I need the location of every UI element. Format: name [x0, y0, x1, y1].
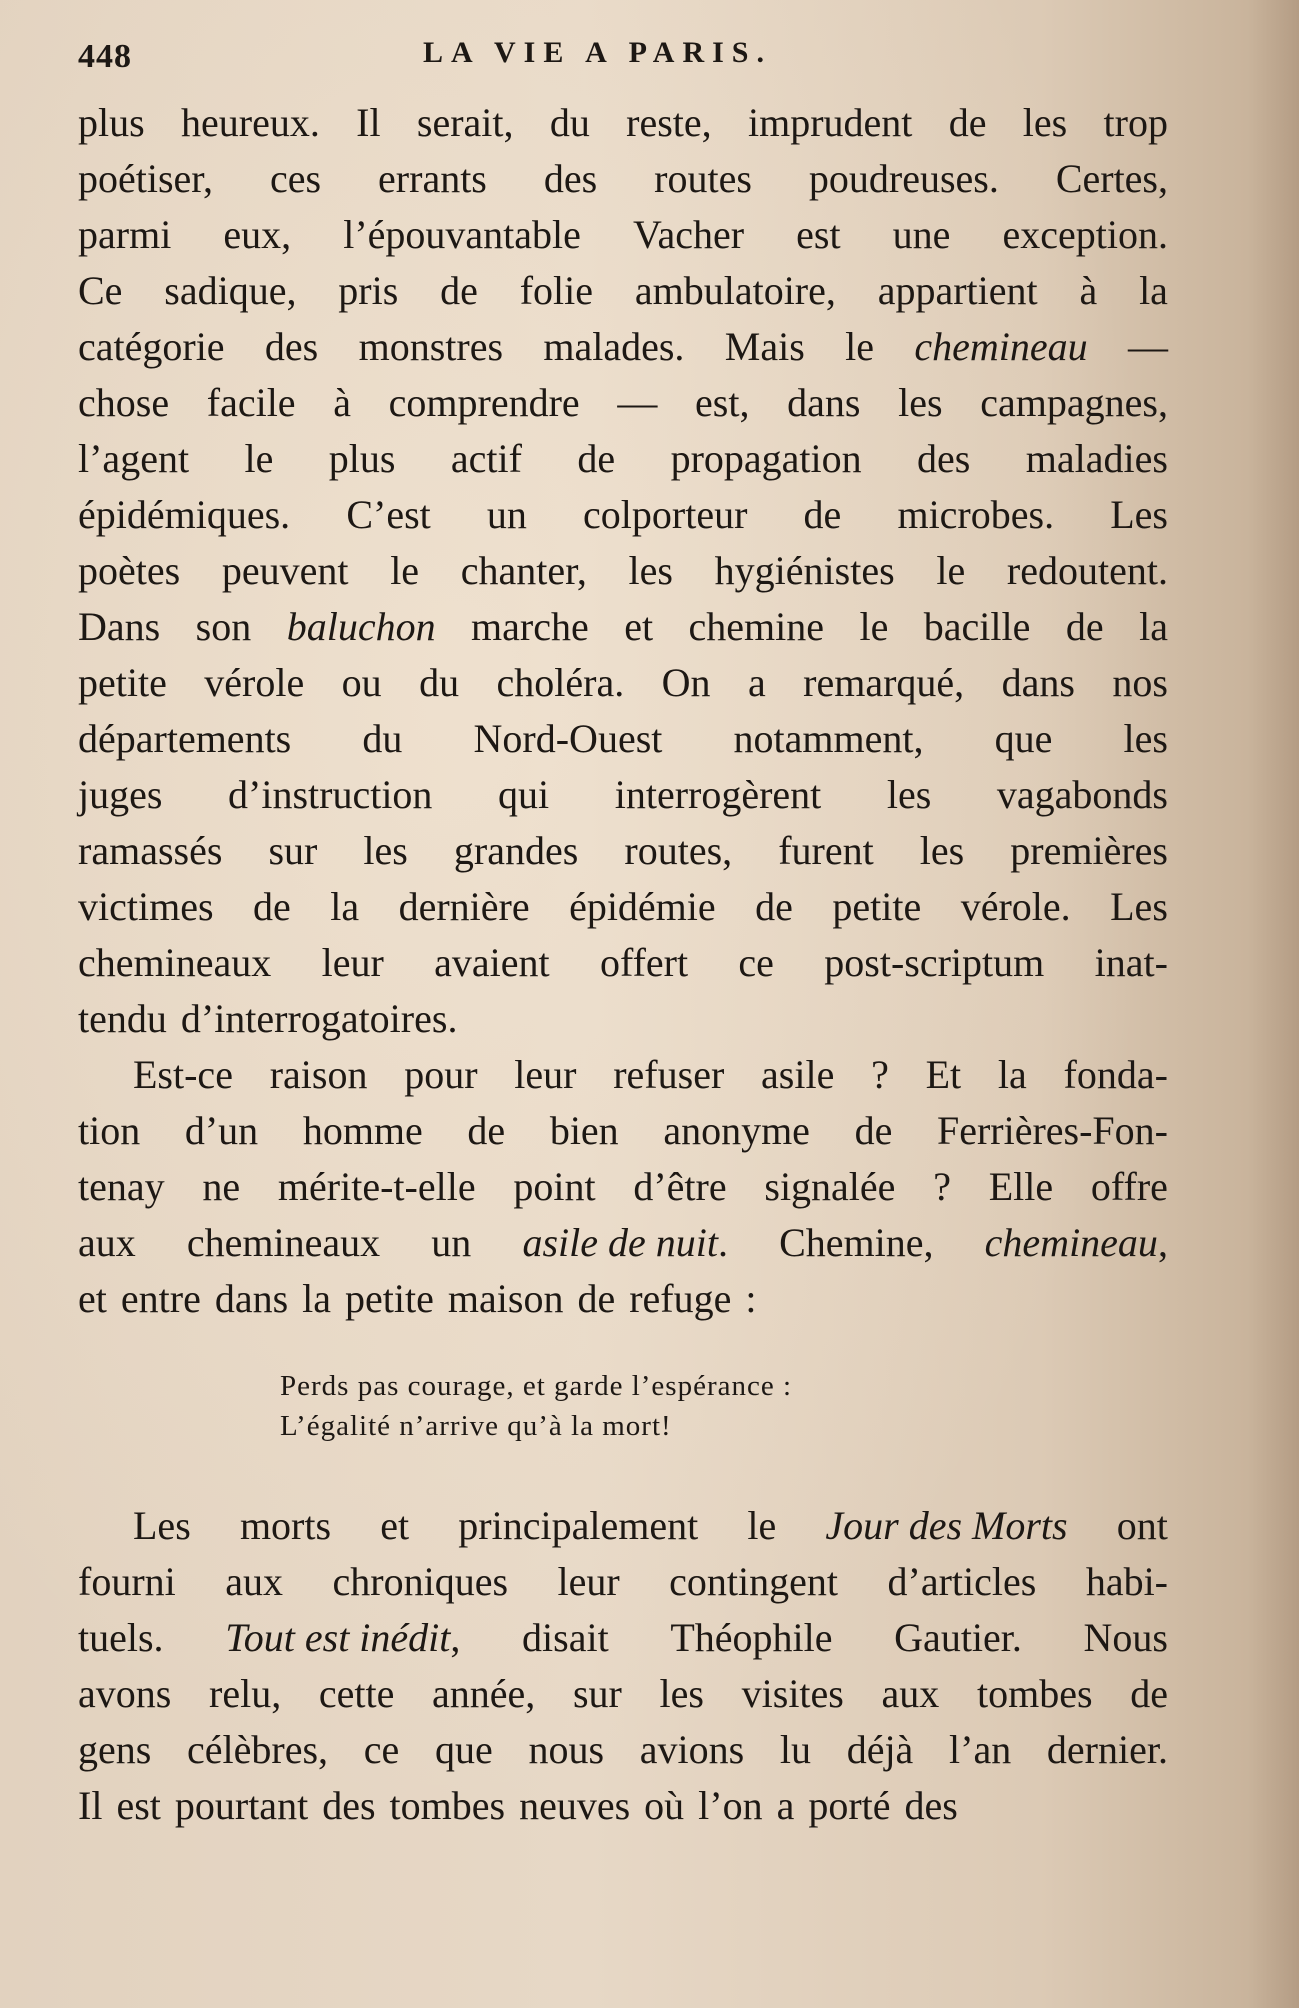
word: tion — [78, 1108, 141, 1153]
word: Jour des Morts — [825, 1503, 1068, 1548]
word: tendu — [78, 996, 167, 1041]
word: l’an — [949, 1727, 1012, 1772]
word: avons — [78, 1671, 172, 1716]
text-line — [78, 1159, 1168, 1215]
word: Nous — [1083, 1615, 1168, 1660]
word: du — [549, 100, 590, 145]
word: interrogèrent — [614, 772, 822, 817]
word: Nord-Ouest — [473, 716, 663, 761]
word: Les — [1110, 884, 1168, 929]
word: raison — [269, 1052, 368, 1097]
word: a — [747, 660, 766, 705]
word: à — [333, 380, 351, 425]
word: vérole. — [960, 884, 1071, 929]
word: les — [886, 772, 932, 817]
text-line — [78, 1215, 1168, 1271]
word: homme — [302, 1108, 423, 1153]
word: à — [1079, 268, 1098, 313]
word: des — [264, 324, 319, 369]
word: dernier. — [1046, 1727, 1168, 1772]
text-line — [78, 711, 1168, 767]
word: les — [1123, 716, 1168, 761]
word: pris — [338, 268, 399, 313]
word: chroniques — [332, 1559, 509, 1604]
text-line — [78, 543, 1168, 599]
word: principalement — [458, 1503, 699, 1548]
word: leur — [321, 940, 384, 985]
word: chanter, — [460, 548, 587, 593]
word: petite — [345, 1276, 434, 1321]
text-line — [78, 1610, 1168, 1666]
word: — — [1127, 324, 1168, 369]
word: de — [1065, 604, 1104, 649]
word: campagnes, — [980, 380, 1168, 425]
word: juges — [78, 772, 163, 817]
word: de — [854, 1108, 893, 1153]
text-line — [78, 823, 1168, 879]
word: ambulatoire, — [634, 268, 836, 313]
text-line — [78, 599, 1168, 655]
word: et — [78, 1276, 107, 1321]
word: nos — [1112, 660, 1168, 705]
word: Elle — [988, 1164, 1054, 1209]
word: d’instruction — [228, 772, 433, 817]
word: ou — [341, 660, 382, 705]
word: tombes — [976, 1671, 1093, 1716]
word: post-scriptum — [824, 940, 1045, 985]
word: chemineaux — [186, 1220, 381, 1265]
word: de — [755, 884, 793, 929]
word: les — [628, 548, 673, 593]
text-line — [78, 1666, 1168, 1722]
word: malades. — [543, 324, 685, 369]
text-line — [78, 767, 1168, 823]
verse-line: Perds pas courage, et garde l’espérance : — [280, 1370, 793, 1402]
text-line — [78, 1722, 1168, 1778]
word: C’est — [346, 492, 431, 537]
word: qui — [498, 772, 550, 817]
word: maison — [447, 1276, 564, 1321]
word: de — [948, 100, 987, 145]
text-line — [78, 431, 1168, 487]
word: où — [644, 1783, 685, 1828]
word: offert — [599, 940, 689, 985]
word: asile de nuit. — [522, 1220, 728, 1265]
word: et — [624, 604, 654, 649]
text-line — [78, 1103, 1168, 1159]
word: offre — [1090, 1164, 1168, 1209]
word: ce — [363, 1727, 400, 1772]
word: asile — [761, 1052, 835, 1097]
word: la — [302, 1276, 332, 1321]
word: choléra. — [496, 660, 625, 705]
word: neuves — [519, 1783, 631, 1828]
main-text-continued — [78, 1498, 1168, 1834]
word: et — [380, 1503, 410, 1548]
word: petite — [78, 660, 167, 705]
word: appartient — [877, 268, 1038, 313]
word: poètes — [78, 548, 181, 593]
word: l’agent — [78, 436, 190, 481]
word: morts — [239, 1503, 332, 1548]
text-line — [78, 1778, 1168, 1834]
word: de — [440, 268, 478, 313]
word: le — [244, 436, 274, 481]
paragraph-1 — [78, 95, 1168, 1047]
word: chemineau — [914, 324, 1088, 369]
word: ont — [1116, 1503, 1168, 1548]
word: exception. — [1002, 212, 1168, 257]
word: marche — [471, 604, 589, 649]
word: d’être — [633, 1164, 727, 1209]
word: leur — [557, 1559, 620, 1604]
word: microbes. — [897, 492, 1055, 537]
word: ne — [202, 1164, 241, 1209]
text-line — [78, 151, 1168, 207]
text-line — [78, 1554, 1168, 1610]
word: des — [917, 436, 971, 481]
word: tuels. — [78, 1615, 164, 1660]
word: propagation — [670, 436, 862, 481]
word: routes, — [624, 828, 733, 873]
word: dernière — [398, 884, 530, 929]
word: le — [390, 548, 420, 593]
word: les — [363, 828, 408, 873]
text-line — [78, 655, 1168, 711]
verse-line: L’égalité n’arrive qu’à la mort! — [280, 1410, 672, 1442]
word: Mais — [724, 324, 805, 369]
text-line — [78, 319, 1168, 375]
word: contingent — [669, 1559, 839, 1604]
word: d’interrogatoires. — [180, 996, 458, 1041]
word: aux — [78, 1220, 136, 1265]
word: ce — [738, 940, 774, 985]
word: vagabonds — [996, 772, 1168, 817]
word: Est-ce — [133, 1052, 233, 1097]
word: peuvent — [221, 548, 349, 593]
word: l’épouvantable — [343, 212, 581, 257]
word: : — [745, 1276, 757, 1321]
word: est, — [695, 380, 750, 425]
text-line — [78, 375, 1168, 431]
word: redoutent. — [1006, 548, 1168, 593]
word: routes — [654, 156, 752, 201]
running-title: LA VIE A PARIS. — [423, 36, 772, 69]
word: poudreuses. — [808, 156, 999, 201]
word: Il — [78, 1783, 103, 1828]
word: gens — [78, 1727, 152, 1772]
word: remarqué, — [803, 660, 965, 705]
word: année, — [432, 1671, 536, 1716]
word: une — [892, 212, 951, 257]
word: chemineau, — [984, 1220, 1168, 1265]
text-line — [78, 1047, 1168, 1103]
word: d’un — [184, 1108, 259, 1153]
word: colporteur — [583, 492, 748, 537]
word: maladies — [1025, 436, 1168, 481]
word: refuser — [613, 1052, 725, 1097]
word: avions — [639, 1727, 745, 1772]
word: de — [577, 1276, 616, 1321]
word: de — [1130, 1671, 1168, 1716]
word: petite — [832, 884, 922, 929]
word: habi- — [1085, 1559, 1168, 1604]
word: les — [659, 1671, 704, 1716]
paragraph-3 — [78, 1498, 1168, 1834]
word: un — [431, 1220, 472, 1265]
word: les — [1022, 100, 1068, 145]
word: bien — [549, 1108, 619, 1153]
text-line — [78, 1271, 1168, 1327]
word: la — [1139, 268, 1168, 313]
word: baluchon — [286, 604, 436, 649]
word: hygiénistes — [714, 548, 895, 593]
paragraph-2 — [78, 1047, 1168, 1327]
word: Gautier. — [894, 1615, 1022, 1660]
word: chose — [78, 380, 170, 425]
word: poétiser, — [78, 156, 214, 201]
word: des — [543, 156, 598, 201]
text-line — [78, 991, 1168, 1047]
word: les — [898, 380, 943, 425]
word: le — [936, 548, 966, 593]
word: d’articles — [887, 1559, 1037, 1604]
word: plus — [78, 100, 145, 145]
word: déjà — [846, 1727, 914, 1772]
word: point — [513, 1164, 596, 1209]
word: pour — [404, 1052, 478, 1097]
text-line — [78, 879, 1168, 935]
word: de — [803, 492, 842, 537]
word: un — [486, 492, 527, 537]
word: Ferrières-Fon- — [936, 1108, 1168, 1153]
word: notamment, — [733, 716, 924, 761]
word: ? — [871, 1052, 889, 1097]
word: serait, — [416, 100, 514, 145]
word: du — [419, 660, 460, 705]
word: eux, — [223, 212, 292, 257]
word: pourtant — [174, 1783, 309, 1828]
word: de — [253, 884, 291, 929]
word: dans — [1001, 660, 1075, 705]
main-text — [78, 95, 1168, 1327]
word: chemineaux — [78, 940, 272, 985]
word: célèbres, — [187, 1727, 329, 1772]
word: dans — [214, 1276, 289, 1321]
text-line — [78, 487, 1168, 543]
word: l’on — [698, 1783, 763, 1828]
word: le — [859, 604, 889, 649]
word: Tout est inédit, — [225, 1615, 461, 1660]
word: la — [1139, 604, 1168, 649]
word: est — [796, 212, 841, 257]
word: aux — [225, 1559, 284, 1604]
word: Vacher — [633, 212, 745, 257]
word: plus — [328, 436, 396, 481]
word: On — [661, 660, 711, 705]
word: reste, — [626, 100, 712, 145]
word: mérite-t-elle — [277, 1164, 476, 1209]
word: refuge — [629, 1276, 732, 1321]
word: facile — [206, 380, 296, 425]
word: tombes — [389, 1783, 506, 1828]
text-line — [78, 263, 1168, 319]
word: porté — [808, 1783, 891, 1828]
word: de — [577, 436, 616, 481]
word: folie — [519, 268, 594, 313]
word: premières — [1010, 828, 1168, 873]
word: leur — [514, 1052, 577, 1097]
word: Théophile — [670, 1615, 833, 1660]
word: grandes — [453, 828, 579, 873]
word: a — [776, 1783, 795, 1828]
word: ? — [933, 1164, 951, 1209]
word: monstres — [358, 324, 504, 369]
word: inat- — [1094, 940, 1168, 985]
word: sadique, — [164, 268, 297, 313]
word: errants — [378, 156, 487, 201]
word: Certes, — [1055, 156, 1168, 201]
word: Dans — [78, 604, 161, 649]
word: actif — [450, 436, 522, 481]
word: des — [904, 1783, 958, 1828]
word: cette — [318, 1671, 395, 1716]
word: dans — [787, 380, 861, 425]
word: Ce — [78, 268, 123, 313]
word: sur — [572, 1671, 622, 1716]
word: anonyme — [663, 1108, 810, 1153]
word: avaient — [434, 940, 550, 985]
word: des — [322, 1783, 376, 1828]
word: Il — [356, 100, 381, 145]
word: bacille — [923, 604, 1031, 649]
word: son — [195, 604, 252, 649]
word: — — [617, 380, 658, 425]
word: ramassés — [78, 828, 223, 873]
word: Les — [1110, 492, 1168, 537]
word: le — [845, 324, 874, 369]
text-line — [78, 935, 1168, 991]
word: lu — [779, 1727, 811, 1772]
word: trop — [1103, 100, 1168, 145]
word: la — [330, 884, 360, 929]
word: fourni — [78, 1559, 176, 1604]
word: furent — [778, 828, 874, 873]
word: comprendre — [388, 380, 580, 425]
text-line — [78, 95, 1168, 151]
word: du — [362, 716, 403, 761]
word: relu, — [209, 1671, 282, 1716]
text-line — [78, 207, 1168, 263]
word: entre — [120, 1276, 201, 1321]
word: aux — [881, 1671, 940, 1716]
word: ces — [270, 156, 322, 201]
word: Chemine, — [779, 1220, 934, 1265]
word: la — [997, 1052, 1027, 1097]
word: chemine — [688, 604, 825, 649]
word: que — [994, 716, 1053, 761]
word: victimes — [78, 884, 214, 929]
word: nous — [528, 1727, 605, 1772]
word: de — [467, 1108, 506, 1153]
word: parmi — [78, 212, 172, 257]
word: disait — [522, 1615, 609, 1660]
word: le — [747, 1503, 777, 1548]
word: départements — [78, 716, 292, 761]
verse-quotation — [280, 1366, 792, 1446]
word: imprudent — [747, 100, 913, 145]
word: les — [919, 828, 965, 873]
running-head — [78, 30, 1149, 80]
word: épidémiques. — [78, 492, 291, 537]
page-number: 448 — [78, 38, 132, 75]
word: vérole — [204, 660, 305, 705]
text-line — [78, 1498, 1168, 1554]
word: tenay — [78, 1164, 165, 1209]
word: Et — [925, 1052, 962, 1097]
word: catégorie — [78, 324, 225, 369]
word: épidémie — [569, 884, 716, 929]
word: que — [434, 1727, 493, 1772]
word: fonda- — [1063, 1052, 1168, 1097]
word: signalée — [764, 1164, 896, 1209]
word: Les — [133, 1503, 191, 1548]
word: sur — [268, 828, 318, 873]
word: est — [116, 1783, 161, 1828]
word: visites — [741, 1671, 844, 1716]
word: heureux. — [181, 100, 320, 145]
